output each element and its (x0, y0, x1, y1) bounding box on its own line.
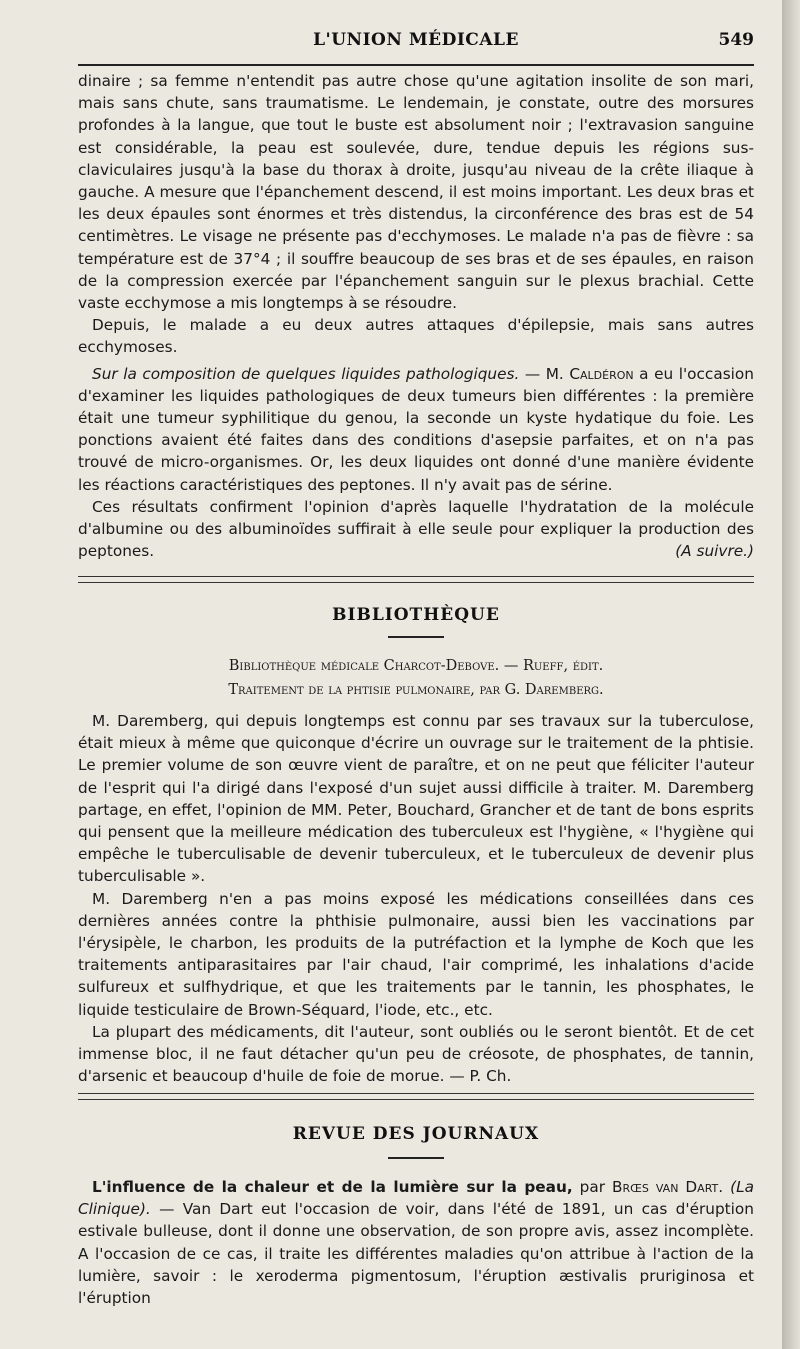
paragraph: M. Daremberg n'en a pas moins exposé les médications conseillées dans ces dernières années contre la phthisie pulmonaire, aussi bien les vaccinations par l'érysipèle, le charbon, les produits de la putréfaction et la lymphe de Koch que les traitements antiparasitaires par l'air chaud, l'air comprimé, les inhalations d'acide sulfureux et sulfhydrique, et que les traitements par le tannin, les phosphates, le liquide testiculaire de Brown-Séquard, l'iode, etc., etc. (78, 889, 754, 1019)
section-divider (78, 1093, 754, 1100)
text-run: — Van Dart eut l'occasion de voir, dans l'été de 1891, un cas d'éruption estivale bulleuse, dont il donne une observation, de son propre avis, assez incomplète. A l'occasion de ce cas, il traite les différentes maladies qu'on attribue à l'action de la lumière, savoir : le xeroderma pigmentosum, l'éruption æstivalis pruriginosa et l'éruption (78, 1200, 754, 1308)
article-continuation (78, 70, 754, 562)
text-run: par (572, 1178, 612, 1196)
text-run: a eu l'occasion d'examiner les liquides pathologiques de deux tumeurs bien différentes : la première était une tumeur syphilitique du genou, la seconde un kyste hydatique du foie. Les ponctions avaient été faites dans des conditions d'asepsie parfaites, et on n'a pas trouvé de micro-organismes. Or, les deux liquides ont donné d'une manière évidente les réactions caractéristiques des peptones. Il n'y avait pas de sérine. (78, 364, 754, 494)
author-name: Caldéron (569, 364, 634, 383)
journal-name: (La Clinique). (78, 1178, 754, 1219)
text-run: Ces résultats confirment l'opinion d'après laquelle l'hydratation de la molécule d'albumine ou des albuminoïdes suffirait à elle seule pour expliquer la production des peptones. (78, 497, 754, 561)
review-title: L'influence de la chaleur et de la lumière sur la peau, (92, 1178, 573, 1196)
book-title-line: Traitement de la phtisie pulmonaire, par G. Daremberg. (228, 682, 604, 698)
paragraph (78, 496, 754, 563)
continuation-note: (A suivre.) (675, 542, 754, 561)
section-title-revue: REVUE DES JOURNAUX (292, 1124, 540, 1144)
journal-review (78, 1176, 754, 1309)
text-run: — M. (519, 364, 570, 383)
section-divider (78, 576, 754, 583)
paragraph: M. Daremberg, qui depuis longtemps est connu par ses travaux sur la tuberculose, était mieux à même que quiconque d'écrire un ouvrage sur le traitement de la phtisie. Le premier volume de son œuvre vient de paraître, et on ne peut que féliciter l'auteur de l'esprit qui l'a dirigé dans l'exposé d'un sujet aussi difficile à traiter. M. Daremberg partage, en effet, l'opinion de MM. Peter, Bouchard, Grancher et de tant de bons esprits qui pensent que la meilleure médication des tuberculeux est l'hygiène, « l'hygiène qui empêche le tuberculisable de devenir tuberculeux, et le tuberculeux de devenir plus tuberculisable ». (78, 712, 754, 886)
paragraph (78, 363, 754, 496)
running-header (78, 30, 754, 60)
section-title-bibliotheque: BIBLIOTHÈQUE (332, 605, 500, 625)
subsection-title: Sur la composition de quelques liquides pathologiques. (92, 364, 520, 383)
journal-title: L'UNION MÉDICALE (313, 30, 519, 50)
header-rule (78, 64, 754, 66)
paragraph: dinaire ; sa femme n'entendit pas autre chose qu'une agitation insolite de son mari, mais sans chute, sans traumatisme. Le lendemain, je constate, outre des morsures profondes à la langue, que tout le buste est absolument noir ; l'extravasion sanguine est considérable, la peau est soulevée, dure, tendue depuis les régions sus-claviculaires jusqu'à la base du thorax à droite, jusqu'au niveau de la crête iliaque à gauche. A mesure que l'épanchement descend, il est moins important. Les deux bras et les deux épaules sont énormes et très distendus, la circonférence des bras est de 54 centimètres. Le visage ne présente pas d'ecchymoses. Le malade n'a pas de fièvre : sa température est de 37°4 ; il souffre beaucoup de ses bras et de ses épaules, en raison de la compression exercée par l'épanchement sanguin sur le plexus brachial. Cette vaste ecchymose a mis longtemps à se résoudre. (78, 72, 754, 313)
book-review (78, 710, 754, 1087)
paragraph: La plupart des médicaments, dit l'auteur, sont oubliés ou le seront bientôt. Et de cet immense bloc, il ne faut détacher qu'un peu de créosote, de phosphates, de tannin, d'arsenic et beaucoup d'huile de foie de morue. — P. Ch. (78, 1022, 754, 1086)
paragraph: Depuis, le malade a eu deux autres attaques d'épilepsie, mais sans autres ecchymoses. (78, 316, 754, 357)
title-underline (388, 1157, 444, 1159)
title-underline (388, 636, 444, 638)
page-number: 549 (718, 30, 754, 50)
author-name: Brœs van Dart. (612, 1178, 724, 1196)
book-publisher-line: Bibliothèque médicale Charcot-Debove. — Rueff, édit. (228, 658, 604, 674)
paragraph (78, 1176, 754, 1309)
page-edge (782, 0, 800, 1349)
